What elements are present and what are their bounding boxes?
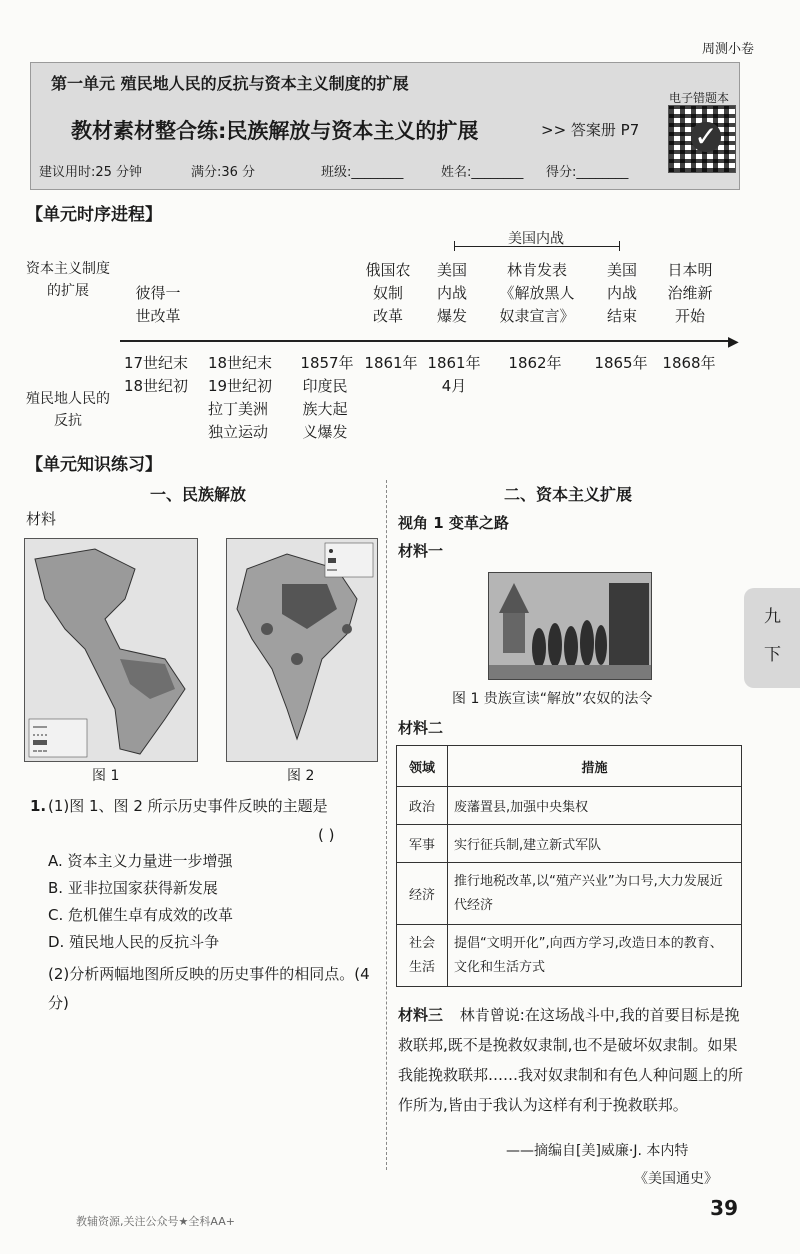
table-row (397, 787, 742, 825)
full-score: 满分:36 分 (191, 165, 256, 180)
event-meiji: 日本明 治维新 开始 (667, 261, 713, 325)
source-book: 《美国通史》 (634, 1171, 718, 1187)
page-title: 教材素材整合练:民族解放与资本主义的扩展 (71, 119, 479, 143)
source-author: ——摘编自[美]威廉·J. 本内特 (506, 1143, 689, 1159)
qr-label: 电子错题本 (669, 91, 730, 105)
date-2: 18世纪末 19世纪初 (207, 354, 273, 395)
question-number: 1. (30, 797, 47, 815)
timeline-axis (120, 340, 732, 342)
emancipation-photo (488, 572, 652, 680)
photo-caption: 图 1 贵族宣读“解放”农奴的法令 (452, 691, 653, 707)
date-8: 1868年 (662, 354, 716, 372)
event-latin-america: 拉丁美洲 独立运动 (207, 400, 268, 441)
grade-tab-char-1: 九 (764, 607, 781, 627)
bracket-label: 美国内战 (508, 231, 564, 247)
answer-paren[interactable]: ( ) (318, 826, 335, 844)
map-india (226, 538, 378, 762)
date-7: 1865年 (594, 354, 648, 372)
page-number: 39 (710, 1196, 738, 1220)
practice-heading: 【单元知识练习】 (26, 455, 162, 475)
option-c[interactable]: C. 危机催生卓有成效的改革 (48, 906, 234, 924)
option-d[interactable]: D. 殖民地人民的反抗斗争 (48, 933, 220, 951)
table-row (397, 863, 742, 925)
header-field: 领域 (397, 746, 448, 787)
date-5: 1861年 4月 (427, 354, 481, 395)
material-2-label: 材料二 (398, 719, 444, 737)
name-field: 姓名:________ (441, 165, 524, 180)
question-1-stem: (1)图 1、图 2 所示历史事件反映的主题是 (48, 797, 328, 815)
date-4: 1861年 (364, 354, 418, 372)
question-2: (2)分析两幅地图所反映的历史事件的相同点。(4 分) (48, 965, 370, 1012)
right-section-title: 二、资本主义扩展 (504, 485, 633, 504)
material-3 (398, 1000, 746, 1120)
material-1-label: 材料一 (398, 542, 444, 560)
column-divider (386, 480, 387, 1170)
option-a[interactable]: A. 资本主义力量进一步增强 (48, 852, 233, 870)
civil-war-bracket (454, 241, 620, 251)
table-header-row (397, 746, 742, 787)
event-civil-war-end: 美国 内战 结束 (606, 261, 637, 325)
table-row (397, 925, 742, 987)
table-cell-measure: 提倡“文明开化”,向西方学习,改造日本的教育、文化和生活方式 (448, 925, 742, 987)
timeline-top-label: 资本主义制度的扩展 (26, 261, 110, 299)
reform-table (396, 745, 742, 987)
date-6: 1862年 (508, 354, 562, 372)
material-3-label: 材料三 (398, 1006, 444, 1024)
option-b[interactable]: B. 亚非拉国家获得新发展 (48, 879, 218, 897)
suggested-time: 建议用时:25 分钟 (39, 165, 143, 180)
unit-title: 第一单元 殖民地人民的反抗与资本主义制度的扩展 (51, 74, 409, 93)
qr-code-icon[interactable] (668, 105, 736, 173)
table-cell-field: 政治 (397, 787, 448, 825)
map-latin-america (24, 538, 198, 762)
footer-watermark: 教辅资源,关注公众号★全科AA+ (76, 1215, 235, 1228)
fig2-caption: 图 2 (287, 768, 315, 784)
header-measure: 措施 (448, 746, 742, 787)
table-cell-field: 社会生活 (397, 925, 448, 987)
event-india-uprising: 印度民 族大起 义爆发 (302, 377, 348, 441)
fig1-caption: 图 1 (92, 768, 120, 784)
event-emancipation: 林肯发表 《解放黑人 奴隶宣言》 (499, 261, 575, 325)
check-icon: ✓ (691, 122, 721, 152)
grade-tab-char-2: 下 (764, 645, 781, 665)
table-cell-field: 军事 (397, 825, 448, 863)
table-cell-measure: 推行地税改革,以“殖产兴业”为口号,大力发展近代经济 (448, 863, 742, 925)
table-cell-field: 经济 (397, 863, 448, 925)
event-peter-reform: 彼得一 世改革 (135, 284, 181, 325)
table-cell-measure: 废藩置县,加强中央集权 (448, 787, 742, 825)
unit-banner (30, 62, 740, 190)
score-field: 得分:________ (546, 165, 629, 180)
date-1: 17世纪末 18世纪初 (123, 354, 189, 395)
timeline-heading: 【单元时序进程】 (26, 205, 162, 225)
grade-tab (744, 588, 800, 688)
event-civil-war-start: 美国 内战 爆发 (436, 261, 467, 325)
view-1: 视角 1 变革之路 (398, 514, 509, 532)
table-cell-measure: 实行征兵制,建立新式军队 (448, 825, 742, 863)
material-label: 材料 (26, 510, 57, 528)
event-russia-reform: 俄国农 奴制 改革 (365, 261, 411, 325)
left-section-title: 一、民族解放 (150, 485, 247, 504)
class-field: 班级:________ (321, 165, 404, 180)
arrow-right-icon: ▶ (728, 334, 739, 350)
answer-reference: >> 答案册 P7 (541, 121, 640, 139)
material-3-text: 林肯曾说:在这场战斗中,我的首要目标是挽救联邦,既不是挽救奴隶制,也不是破坏奴隶制。如果我能挽救联邦……我对奴隶制和有色人种问题上的所作所为,皆由于我认为这样有利于挽救联邦。 (398, 1006, 744, 1114)
table-row (397, 825, 742, 863)
page-header-tag: 周测小卷 (701, 42, 754, 57)
date-3: 1857年 (300, 354, 354, 372)
timeline-bottom-label: 殖民地人民的反抗 (26, 391, 110, 429)
